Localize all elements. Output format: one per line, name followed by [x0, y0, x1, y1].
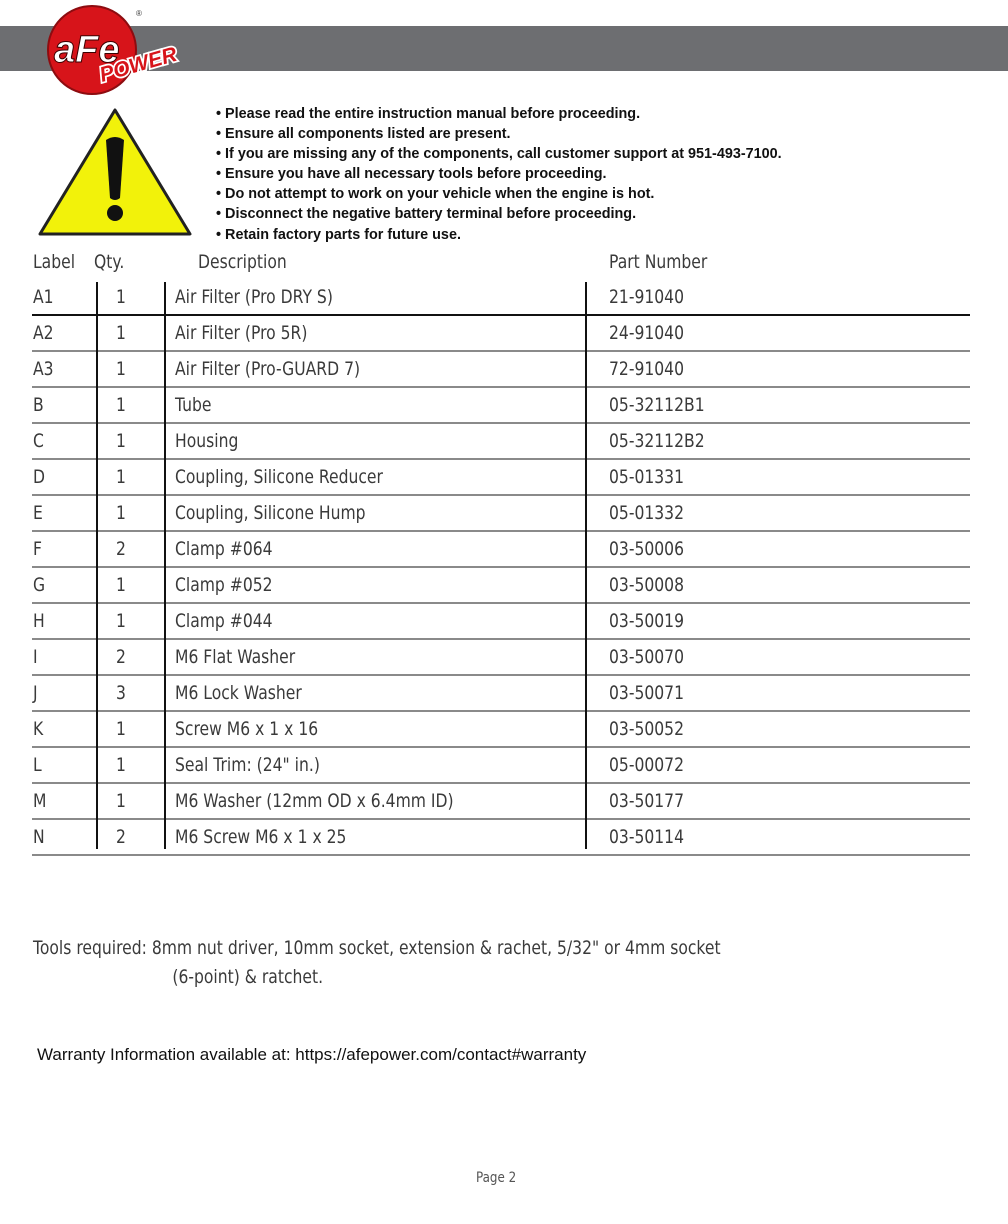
- cell-qty: 2: [116, 826, 126, 848]
- cell-label: C: [33, 430, 44, 452]
- cell-label: F: [33, 538, 42, 560]
- warning-icon: [36, 104, 194, 240]
- tools-required: [33, 934, 933, 992]
- header-description: Description: [198, 251, 287, 273]
- instruction-notes: [216, 104, 782, 245]
- page-number: Page 2: [476, 1170, 517, 1186]
- cell-description: Coupling, Silicone Reducer: [175, 466, 383, 488]
- cell-part-number: 03-50008: [609, 574, 685, 596]
- cell-qty: 1: [116, 322, 126, 344]
- cell-part-number: 03-50052: [609, 718, 685, 740]
- table-row: [32, 532, 970, 568]
- cell-part-number: 03-50114: [609, 826, 685, 848]
- cell-description: Tube: [175, 394, 212, 416]
- cell-qty: 1: [116, 394, 126, 416]
- note-item: • If you are missing any of the components, call customer support at 951-493-7100.: [216, 144, 782, 164]
- table-row: [32, 676, 970, 712]
- cell-part-number: 03-50070: [609, 646, 685, 668]
- cell-description: Housing: [175, 430, 239, 452]
- parts-header-row: [32, 244, 970, 280]
- cell-part-number: 05-00072: [609, 754, 685, 776]
- cell-part-number: 05-32112B1: [609, 394, 705, 416]
- cell-description: Air Filter (Pro DRY S): [175, 286, 333, 308]
- cell-label: D: [33, 466, 46, 488]
- table-row: [32, 604, 970, 640]
- cell-description: Clamp #044: [175, 610, 273, 632]
- cell-description: Air Filter (Pro 5R): [175, 322, 308, 344]
- cell-label: I: [33, 646, 38, 668]
- cell-description: Seal Trim: (24" in.): [175, 754, 320, 776]
- cell-label: L: [33, 754, 42, 776]
- cell-part-number: 05-01331: [609, 466, 685, 488]
- header-qty: Qty.: [94, 251, 125, 273]
- cell-qty: 1: [116, 718, 126, 740]
- cell-part-number: 24-91040: [609, 322, 685, 344]
- table-row: [32, 640, 970, 676]
- tools-line-2: (6-point) & ratchet.: [172, 966, 324, 988]
- column-divider: [164, 282, 166, 849]
- cell-part-number: 21-91040: [609, 286, 685, 308]
- cell-label: A1: [33, 286, 54, 308]
- cell-qty: 1: [116, 358, 126, 380]
- note-item: • Do not attempt to work on your vehicle when the engine is hot.: [216, 184, 782, 204]
- cell-qty: 1: [116, 610, 126, 632]
- cell-qty: 2: [116, 538, 126, 560]
- cell-description: M6 Screw M6 x 1 x 25: [175, 826, 347, 848]
- note-item: • Disconnect the negative battery terminal before proceeding.: [216, 204, 782, 224]
- cell-label: A2: [33, 322, 54, 344]
- cell-part-number: 03-50177: [609, 790, 685, 812]
- cell-description: M6 Lock Washer: [175, 682, 302, 704]
- table-row: [32, 568, 970, 604]
- cell-qty: 1: [116, 754, 126, 776]
- cell-description: M6 Flat Washer: [175, 646, 296, 668]
- cell-description: Clamp #052: [175, 574, 273, 596]
- cell-label: H: [33, 610, 45, 632]
- cell-qty: 1: [116, 286, 126, 308]
- cell-label: B: [33, 394, 44, 416]
- afe-power-logo: [44, 2, 194, 98]
- cell-qty: 1: [116, 574, 126, 596]
- cell-part-number: 03-50019: [609, 610, 685, 632]
- cell-label: J: [33, 682, 38, 704]
- cell-qty: 1: [116, 790, 126, 812]
- note-item: • Please read the entire instruction manual before proceeding.: [216, 104, 782, 124]
- cell-description: Clamp #064: [175, 538, 273, 560]
- logo-reg-mark: ®: [136, 9, 142, 18]
- header-part-number: Part Number: [609, 251, 708, 273]
- cell-label: A3: [33, 358, 54, 380]
- note-item: • Ensure all components listed are present.: [216, 124, 782, 144]
- logo-sub-text: POWER: [97, 42, 180, 87]
- table-row: [32, 460, 970, 496]
- table-row: [32, 712, 970, 748]
- cell-description: Screw M6 x 1 x 16: [175, 718, 319, 740]
- cell-qty: 1: [116, 430, 126, 452]
- warranty-info: Warranty Information available at: https://afepower.com/contact#warranty: [37, 1045, 587, 1064]
- note-item: • Retain factory parts for future use.: [216, 225, 782, 245]
- cell-description: M6 Washer (12mm OD x 6.4mm ID): [175, 790, 454, 812]
- cell-part-number: 03-50071: [609, 682, 685, 704]
- table-row: [32, 352, 970, 388]
- note-item: • Ensure you have all necessary tools before proceeding.: [216, 164, 782, 184]
- table-row: [32, 496, 970, 532]
- logo-main-text: aFe: [54, 29, 120, 71]
- table-row: [32, 424, 970, 460]
- header-label: Label: [33, 251, 76, 273]
- table-row: [32, 280, 970, 316]
- tools-line-1: Tools required: 8mm nut driver, 10mm socket, extension & rachet, 5/32" or 4mm socket: [33, 937, 721, 959]
- cell-label: E: [33, 502, 43, 524]
- column-divider: [96, 282, 98, 849]
- cell-qty: 1: [116, 466, 126, 488]
- cell-part-number: 72-91040: [609, 358, 685, 380]
- cell-qty: 3: [116, 682, 126, 704]
- cell-label: G: [33, 574, 46, 596]
- table-row: [32, 316, 970, 352]
- column-divider: [585, 282, 587, 849]
- parts-rows: [32, 280, 970, 856]
- cell-label: N: [33, 826, 45, 848]
- cell-label: M: [33, 790, 47, 812]
- cell-qty: 2: [116, 646, 126, 668]
- cell-qty: 1: [116, 502, 126, 524]
- cell-label: K: [33, 718, 44, 740]
- table-row: [32, 820, 970, 856]
- cell-part-number: 03-50006: [609, 538, 685, 560]
- table-row: [32, 748, 970, 784]
- table-row: [32, 784, 970, 820]
- cell-part-number: 05-32112B2: [609, 430, 705, 452]
- parts-table: [32, 244, 970, 856]
- cell-description: Coupling, Silicone Hump: [175, 502, 366, 524]
- table-row: [32, 388, 970, 424]
- cell-part-number: 05-01332: [609, 502, 685, 524]
- cell-description: Air Filter (Pro-GUARD 7): [175, 358, 361, 380]
